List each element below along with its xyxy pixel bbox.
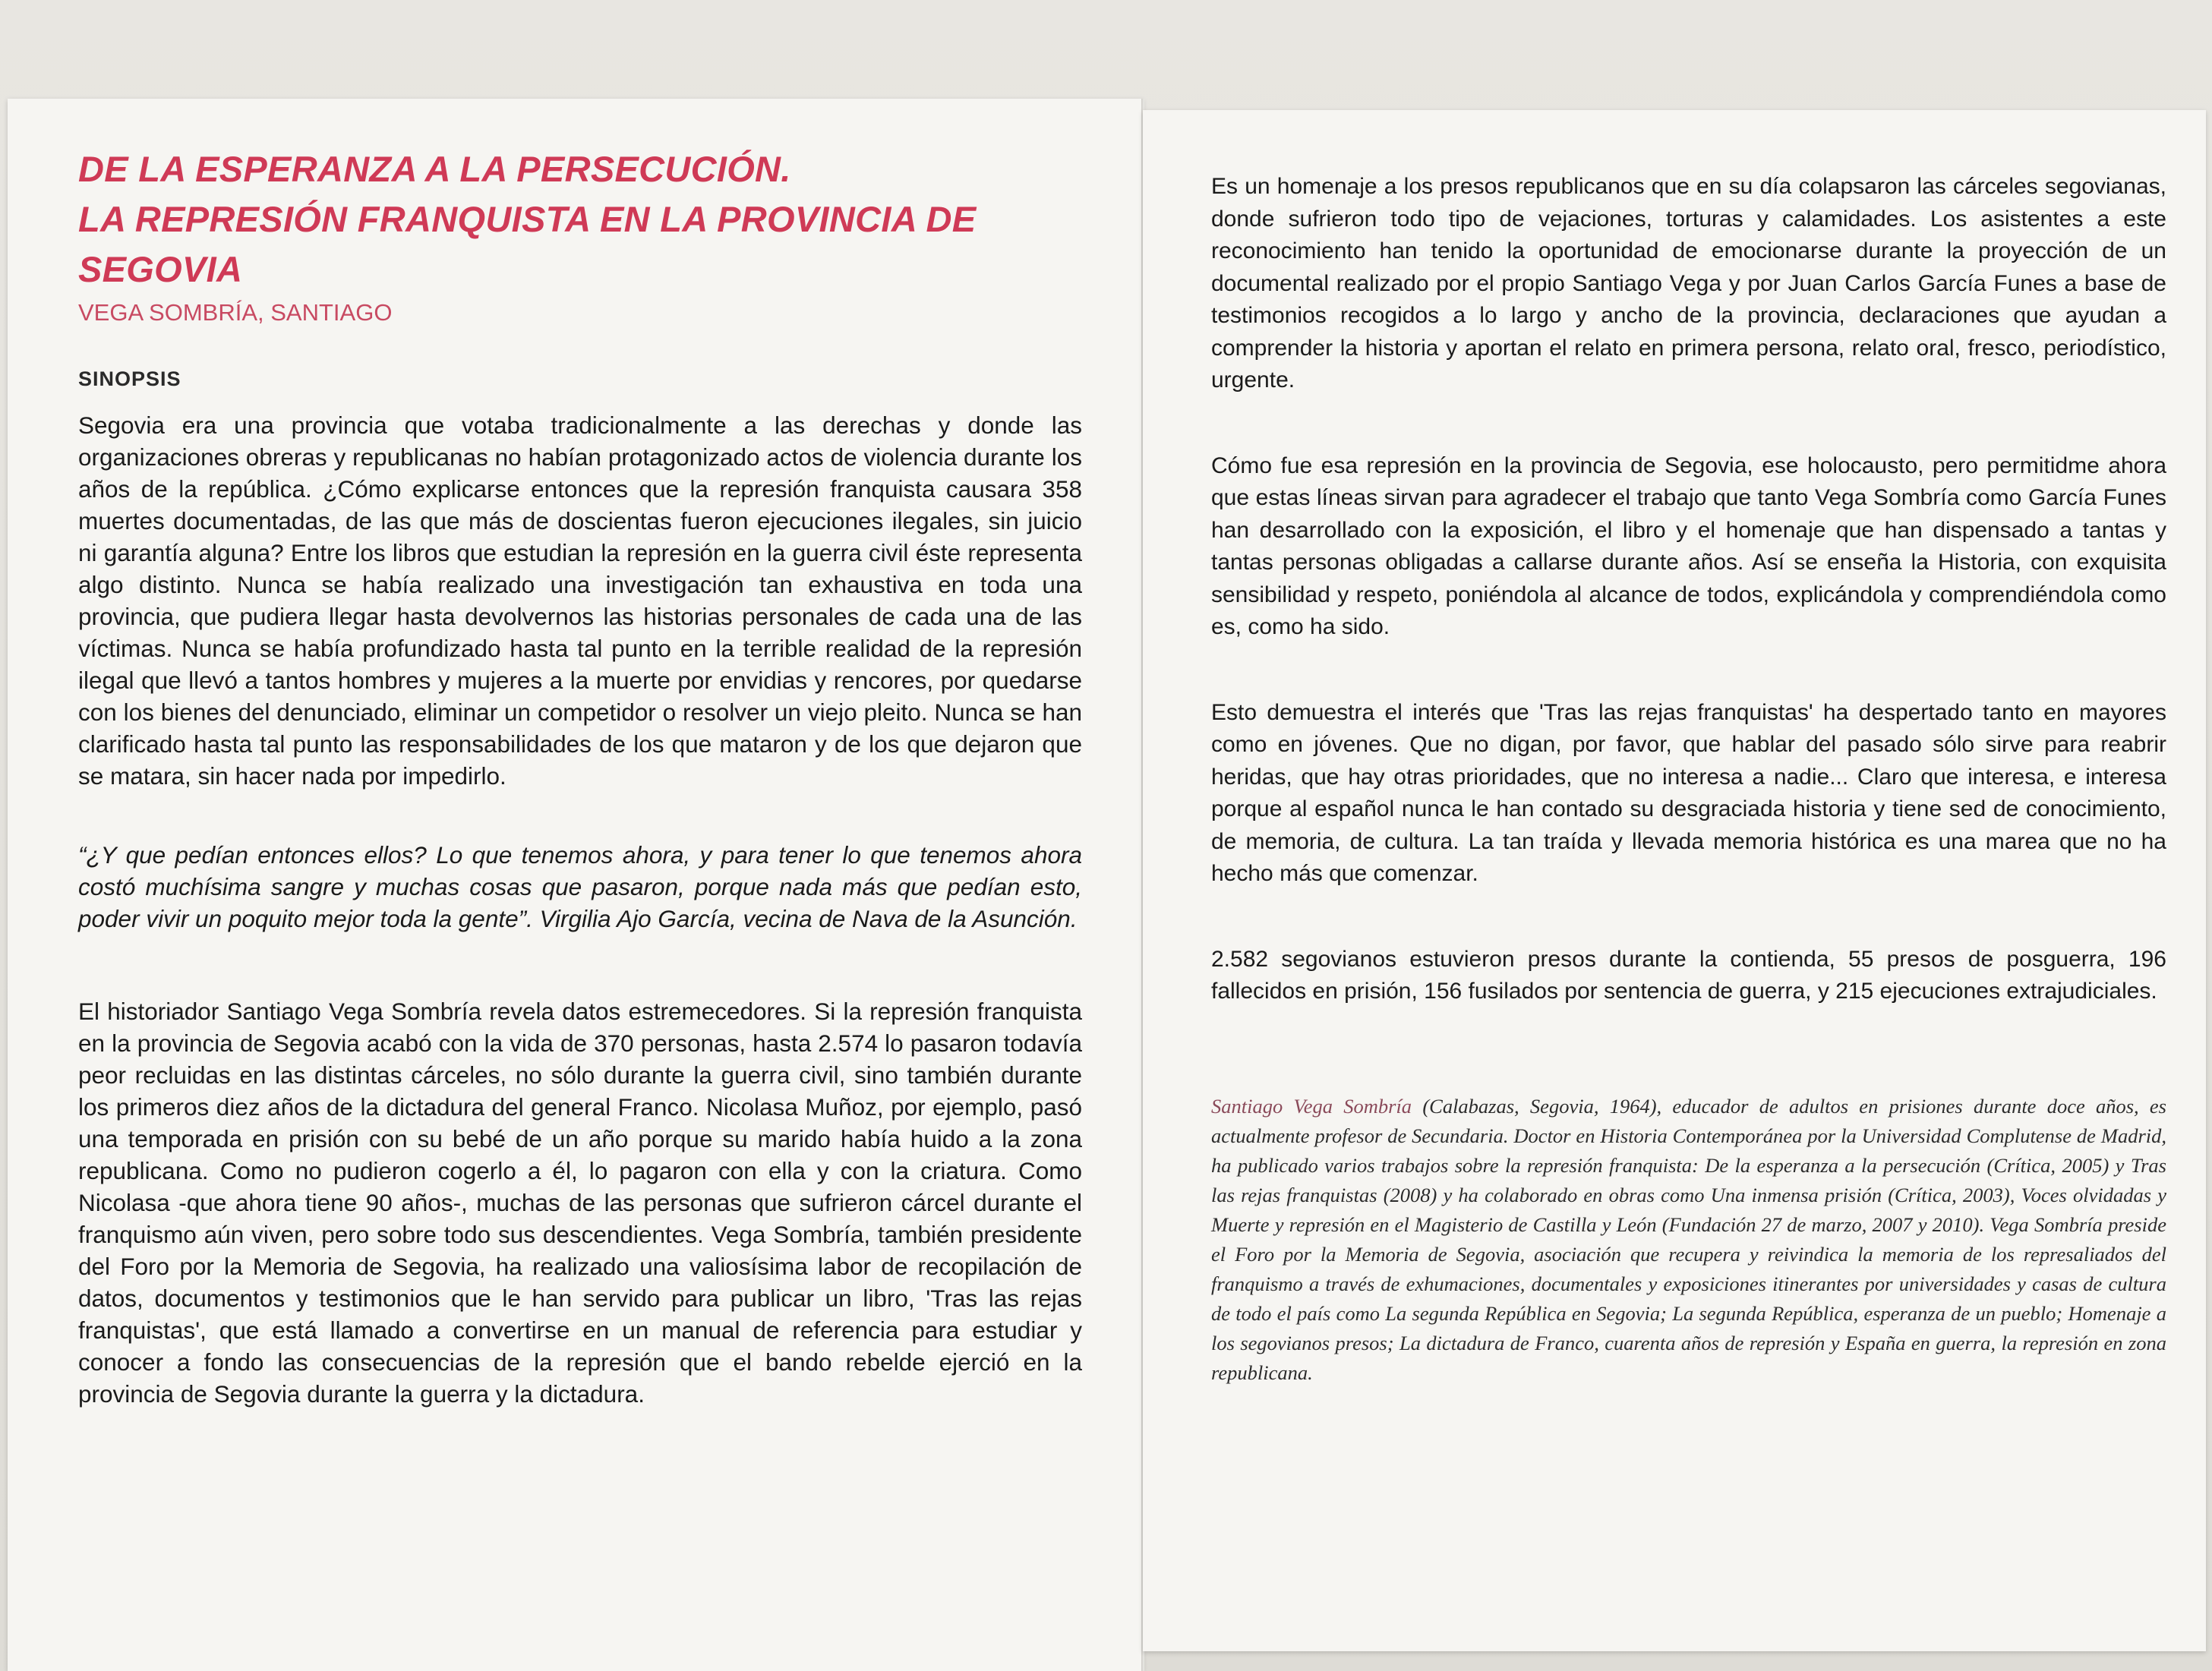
statistics-paragraph: 2.582 segovianos estuvieron presos durante la contienda, 55 presos de posguerra, 196 fallecidos en prisión, 156 fusilados por sentencia de guerra, y 215 ejecuciones extrajudiciales. bbox=[1211, 946, 2166, 1004]
interest-paragraph: Esto demuestra el interés que 'Tras las rejas franquistas' ha despertado tanto en mayores como en jóvenes. Que no digan, por favor, que hablar del pasado sólo sirve para reabrir heridas, que hay otras prioridades, que no interesa a nadie... Claro que interesa, e interesa porque al español nunca le han contado su desgraciada historia y tiene sed de conocimiento, de memoria, de cultura. La tan traída y llevada memoria histórica es una marea que no ha hecho más que comenzar. bbox=[1211, 699, 2166, 886]
historian-paragraph: El historiador Santiago Vega Sombría revela datos estremecedores. Si la represión franquista en la provincia de Segovia acabó con la vida de 370 personas, hasta 2.574 lo pasaron todavía peor recluidas en las distintas cárceles, no sólo durante la guerra civil, sino también durante los primeros diez años de la dictadura del general Franco. Nicolasa Muñoz, por ejemplo, pasó una temporada en prisión con su bebé de un año porque su marido había huido a la zona republicana. Como no pudieron cogerlo a él, lo pagaron con ella y con la criatura. Como Nicolasa -que ahora tiene 90 años-, muchas de las personas que sufrieron cárcel durante el franquismo aún viven, pero sobre todo sus descendientes. Vega Sombría, también presidente del Foro por la Memoria de Segovia, ha realizado una valiosísima labor de recopilación de datos, documentos y testimonios que le han servido para publicar un libro, 'Tras las rejas franquistas', que está llamado a convertirse en un manual de referencia para estudiar y conocer a fondo las consecuencias de la represión que el bando rebelde ejerció en la provincia de Segovia durante la guerra y la dictadura. bbox=[78, 998, 1082, 1408]
left-page bbox=[8, 99, 1143, 1671]
synopsis-paragraph: Segovia era una provincia que votaba tradicionalmente a las derechas y donde las organizaciones obreras y republicanas no habían protagonizado actos de violencia durante los años de la república. ¿Cómo explicarse entonces que la represión franquista causara 358 muertes documentadas, de las que más de doscientas fueron ejecuciones ilegales, sin juicio ni garantía alguna? Entre los libros que estudian la represión en la guerra civil éste representa algo distinto. Nunca se había realizado una investigación tan exhaustiva en toda una provincia, que pudiera llegar hasta devolvernos las historias personales de cada una de las víctimas. Nunca se había profundizado hasta tal punto en la terrible realidad de la represión ilegal que llevó a tantos hombres y mujeres a la muerte por envidias y rencores, por quedarse con los bienes del denunciado, eliminar un competidor o resolver un viejo pleito. Nunca se han clarificado hasta tal punto las responsabilidades de los que mataron y de los que dejaron que se matara, sin hacer nada por impedirlo. bbox=[78, 411, 1082, 790]
title-line-1: DE LA ESPERANZA A LA PERSECUCIÓN. bbox=[78, 149, 791, 189]
title-line-2: LA REPRESIÓN FRANQUISTA EN LA PROVINCIA DE SEGOVIA bbox=[78, 199, 977, 289]
author-bio bbox=[1211, 1092, 2166, 1388]
tribute-paragraph: Es un homenaje a los presos republicanos que en su día colapsaron las cárceles segovianas, donde sufrieron todo tipo de vejaciones, torturas y calamidades. Los asistentes a este reconocimiento han tenido la oportunidad de emocionarse durante la proyección de un documental realizado por el propio Santiago Vega y por Juan Carlos García Funes a base de testimonios recogidos a lo largo y ancho de la provincia, declaraciones que ayudan a comprender la historia y aportan el relato en primera persona, relato oral, fresco, periodístico, urgente. bbox=[1211, 174, 2166, 393]
right-page bbox=[1143, 110, 2206, 1651]
book-title bbox=[78, 144, 1082, 295]
synopsis-heading: SINOPSIS bbox=[78, 367, 181, 390]
bio-author-name: Santiago Vega Sombría bbox=[1211, 1094, 1412, 1118]
bio-text: (Calabazas, Segovia, 1964), educador de adultos en prisiones durante doce años, es actualmente profesor de Secundaria. Doctor en Historia Contemporánea por la Universidad Complutense de Madrid, ha publicado varios trabajos sobre la represión franquista: De la esperanza a la persecución (Crítica, 2005) y Tras las rejas franquistas (2008) y ha colaborado en obras como Una inmensa prisión (Crítica, 2003), Voces olvidadas y Muerte y represión en el Magisterio de Castilla y León (Fundación 27 de marzo, 2007 y 2010). Vega Sombría preside el Foro por la Memoria de Segovia, asociación que recupera y reivindica la memoria de los represaliados del franquismo a través de exhumaciones, documentales y exposiciones itinerantes por universidades y casas de cultura de todo el país como La segunda República en Segovia; La segunda República, esperanza de un pueblo; Homenaje a los segovianos presos; La dictadura de Franco, cuarenta años de represión y España en guerra, la represión en zona republicana. bbox=[1211, 1094, 2166, 1384]
book-author: VEGA SOMBRÍA, SANTIAGO bbox=[78, 299, 393, 326]
gratitude-paragraph: Cómo fue esa represión en la provincia de Segovia, ese holocausto, pero permitidme ahora que estas líneas sirvan para agradecer el trabajo que tanto Vega Sombría como García Funes han desarrollado con la exposición, el libro y el homenaje que han dispensado a tantas y tantas personas obligadas a callarse durante años. Así se enseña la Historia, con exquisita sensibilidad y respeto, poniéndola al alcance de todos, explicándola y comprendiéndola como es, como ha sido. bbox=[1211, 452, 2166, 639]
testimony-quote: “¿Y que pedían entonces ellos? Lo que tenemos ahora, y para tener lo que tenemos ahora costó muchísima sangre y muchas cosas que pasaron, porque nada más que pedían esto, poder vivir un poquito mejor toda la gente”. Virgilia Ajo García, vecina de Nava de la Asunción. bbox=[78, 841, 1082, 932]
